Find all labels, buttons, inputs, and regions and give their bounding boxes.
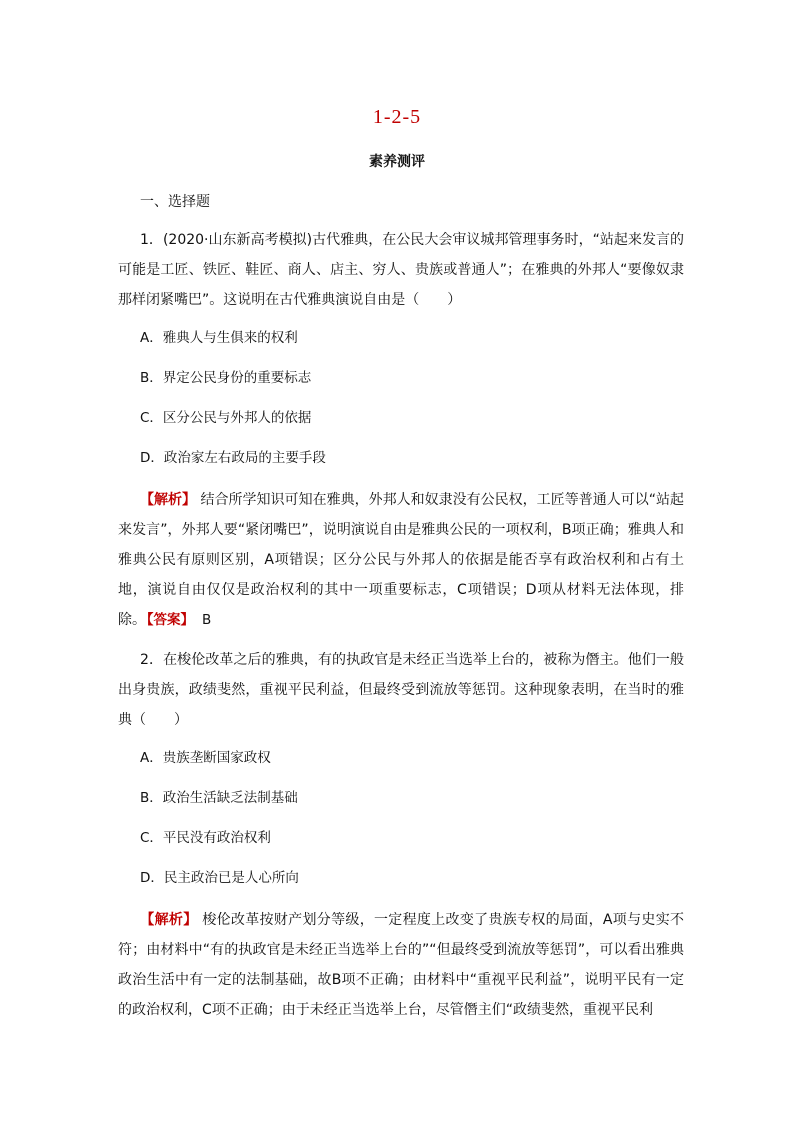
question-2-stem	[118, 645, 684, 735]
analysis-label: 【解析】	[140, 492, 197, 508]
question-1-stem	[118, 225, 684, 315]
question-2-option-a: A．贵族垄断国家政权	[140, 750, 271, 766]
page-subtitle: 素养测评	[369, 154, 425, 170]
answer-label: 【答案】	[140, 612, 194, 628]
answer-value: B	[202, 612, 212, 628]
section-heading: 一、选择题	[140, 194, 210, 210]
question-1-stem-text: 1．(2020·山东新高考模拟)古代雅典，在公民大会审议城邦管理事务时，“站起来发言的可能是工匠、铁匠、鞋匠、商人、店主、穷人、贵族或普通人”；在雅典的外邦人“要像奴隶那样闭紧嘴巴”。这说明在古代雅典演说自由是（ ）	[118, 232, 684, 308]
question-2-option-d: D．民主政治已是人心所向	[140, 870, 299, 886]
question-2-stem-text: 2．在梭伦改革之后的雅典，有的执政官是未经正当选举上台的，被称为僭主。他们一般出身贵族，政绩斐然，重视平民利益，但最终受到流放等惩罚。这种现象表明，在当时的雅典（ ）	[118, 652, 684, 728]
question-2-option-c: C．平民没有政治权利	[140, 830, 271, 846]
analysis-label: 【解析】	[140, 912, 198, 928]
question-1-option-d: D．政治家左右政局的主要手段	[140, 450, 326, 466]
analysis-text: 梭伦改革按财产划分等级，一定程度上改变了贵族专权的局面，A项与史实不符；由材料中“有的执政官是未经正当选举上台的”“但最终受到流放等惩罚”，可以看出雅典政治生活中有一定的法制基础，故B项不正确；由材料中“重视平民利益”，说明平民有一定的政治权利，C项不正确；由于未经正当选举上台，尽管僭主们“政绩斐然，重视平民利	[118, 912, 685, 1018]
page-title: 1-2-5	[372, 106, 422, 128]
question-1-answer	[140, 610, 211, 630]
question-1-option-b: B．界定公民身份的重要标志	[140, 370, 312, 386]
question-2-option-b: B．政治生活缺乏法制基础	[140, 790, 298, 806]
question-1-option-a: A．雅典人与生俱来的权利	[140, 330, 298, 346]
analysis-text: 结合所学知识可知在雅典，外邦人和奴隶没有公民权，工匠等普通人可以“站起来发言”，外邦人要“紧闭嘴巴”，说明演说自由是雅典公民的一项权利，B项正确；雅典人和雅典公民有原则区别，A项错误；区分公民与外邦人的依据是能否享有政治权利和占有土地，演说自由仅仅是政治权利的其中一项重要标志，C项错误；D项从材料无法体现，排除。	[118, 492, 685, 628]
question-1-option-c: C．区分公民与外邦人的依据	[140, 410, 312, 426]
question-2-analysis	[118, 905, 684, 1025]
